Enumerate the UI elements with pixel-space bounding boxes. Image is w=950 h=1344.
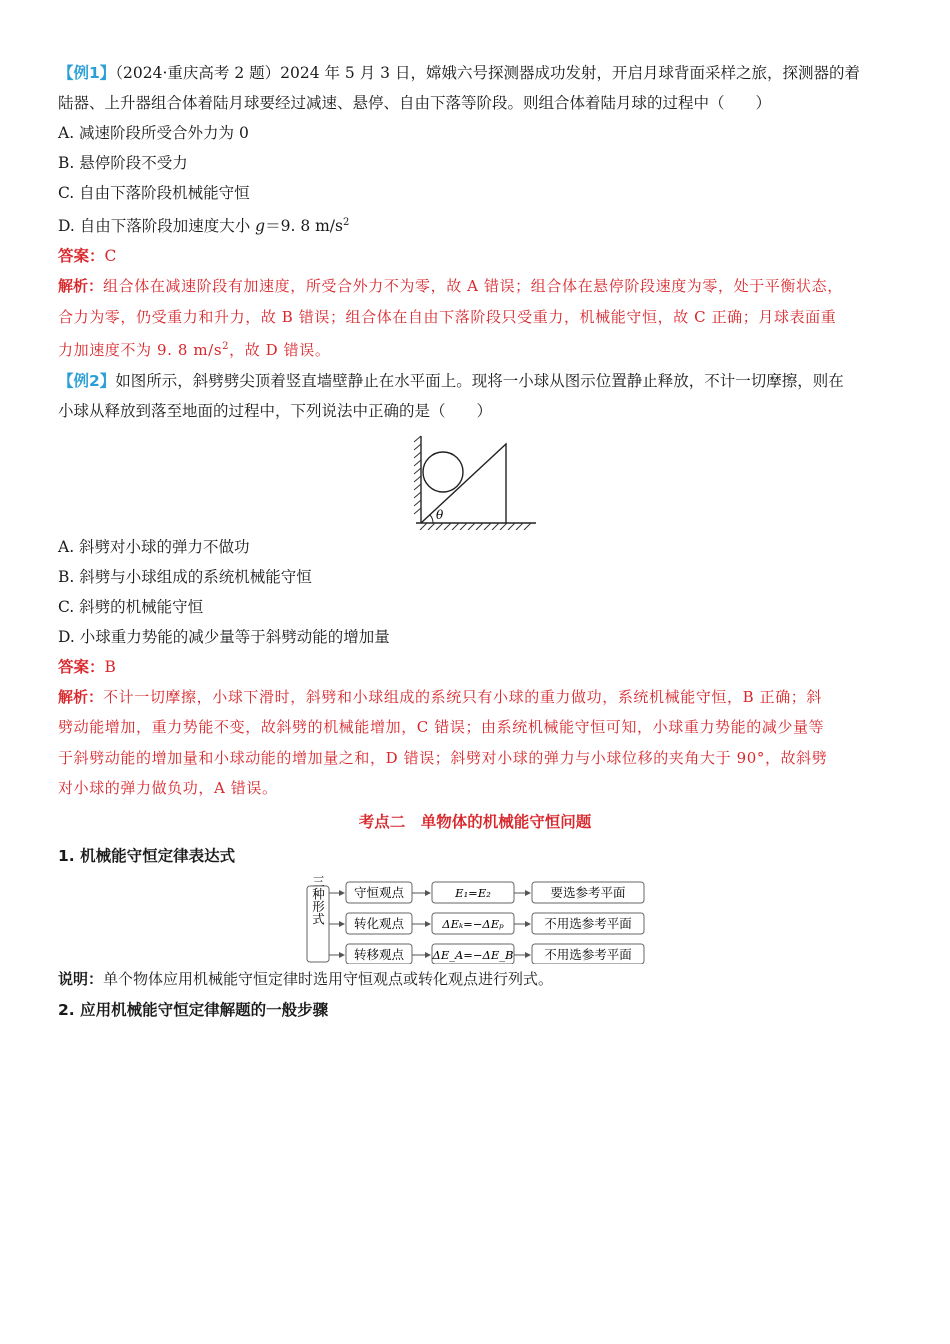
angle-arc bbox=[430, 515, 433, 523]
ex1-stem-line1: 【例1】（2024·重庆高考 2 题）2024 年 5 月 3 日，嫦娥六号探测器成功发射，开启月球背面采样之旅，探测器的着 bbox=[58, 64, 860, 82]
ex2-stem-line1: 【例2】如图所示，斜劈劈尖顶着竖直墙壁静止在水平面上。现将一小球从图示位置静止释放，不计一切摩擦，则在 bbox=[58, 371, 844, 390]
ex2-explanation-line3: 于斜劈动能的增加量和小球动能的增加量之和，D 错误；斜劈对小球的弹力与小球位移的夹角大于 90°，故斜劈 bbox=[58, 748, 828, 767]
ex1-option-a: A. 减速阶段所受合外力为 0 bbox=[58, 124, 249, 142]
ex1-explanation-line2: 合力为零，仍受重力和升力，故 B 错误；组合体在自由下落阶段只受重力，机械能守恒，故 C 正确；月球表面重 bbox=[58, 307, 837, 326]
formula-3: ΔE_A=−ΔE_B bbox=[432, 947, 514, 962]
expression-diagram bbox=[58, 872, 892, 964]
subheading-steps: 2. 应用机械能守恒定律解题的一般步骤 bbox=[58, 1000, 329, 1019]
formula-2: ΔEₖ=−ΔEₚ bbox=[442, 916, 504, 931]
group-label: 三种形式 bbox=[310, 874, 326, 925]
note-1: 要选参考平面 bbox=[550, 884, 626, 900]
subheading-expression: 1. 机械能守恒定律表达式 bbox=[58, 846, 236, 865]
ex1-answer: 答案：C bbox=[58, 247, 117, 266]
formula-1: E₁=E₂ bbox=[455, 885, 491, 900]
view-label-2: 转化观点 bbox=[353, 915, 405, 931]
view-label-3: 转移观点 bbox=[353, 946, 405, 962]
angle-label: θ bbox=[436, 507, 444, 522]
view-label-1: 守恒观点 bbox=[353, 884, 405, 900]
ex2-explanation-line4: 对小球的弹力做负功，A 错误。 bbox=[58, 779, 278, 798]
ex2-stem-line2: 小球从释放到落至地面的过程中，下列说法中正确的是（ ） bbox=[58, 401, 493, 420]
wedge-figure bbox=[58, 430, 892, 530]
ex1-tag: 【例1】 bbox=[58, 64, 116, 82]
ex2-explanation-line2: 劈动能增加，重力势能不变，故斜劈的机械能增加，C 错误；由系统机械能守恒可知，小球重力势能的减少量等 bbox=[58, 718, 825, 737]
ex2-option-c: C. 斜劈的机械能守恒 bbox=[58, 597, 204, 616]
ex2-option-a: A. 斜劈对小球的弹力不做功 bbox=[58, 537, 250, 556]
ex1-option-b: B. 悬停阶段不受力 bbox=[58, 154, 188, 172]
ball bbox=[423, 452, 463, 492]
ex2-explanation-line1: 解析：不计一切摩擦，小球下滑时，斜劈和小球组成的系统只有小球的重力做功，系统机械能守恒，B 正确；斜 bbox=[58, 687, 823, 706]
ground-hatching bbox=[420, 523, 531, 530]
wall-hatching bbox=[414, 436, 421, 514]
note-3: 不用选参考平面 bbox=[544, 946, 632, 962]
wedge-shape bbox=[421, 444, 506, 523]
ex1-explanation-line1: 解析：组合体在减速阶段有加速度，所受合外力不为零，故 A 错误；组合体在悬停阶段速度为零，处于平衡状态， bbox=[58, 277, 843, 296]
ex2-tag: 【例2】 bbox=[58, 371, 116, 390]
ex1-stem-line2: 陆器、上升器组合体着陆月球要经过减速、悬停、自由下落等阶段。则组合体着陆月球的过程中（ ） bbox=[58, 94, 772, 112]
ex1-option-c: C. 自由下落阶段机械能守恒 bbox=[58, 184, 250, 202]
ex1-explanation-line3: 力加速度不为 9. 8 $m/s^2$，故 D 错误。 bbox=[58, 341, 331, 360]
section-title: 考点二 单物体的机械能守恒问题 bbox=[358, 812, 592, 831]
wedge-diagram bbox=[58, 430, 892, 530]
expression-diagram-svg bbox=[58, 872, 892, 964]
ex1-option-d: D. 自由下落阶段加速度大小 g＝9. 8 $m/s^2$ bbox=[58, 217, 350, 236]
ex2-option-d: D. 小球重力势能的减少量等于斜劈动能的增加量 bbox=[58, 627, 390, 646]
note-2: 不用选参考平面 bbox=[544, 915, 632, 931]
document-page bbox=[58, 58, 892, 1026]
ex2-option-b: B. 斜劈与小球组成的系统机械能守恒 bbox=[58, 567, 312, 586]
explanation-note: 说明：单个物体应用机械能守恒定律时选用守恒观点或转化观点进行列式。 bbox=[58, 969, 554, 988]
ex2-answer: 答案：B bbox=[58, 657, 116, 676]
